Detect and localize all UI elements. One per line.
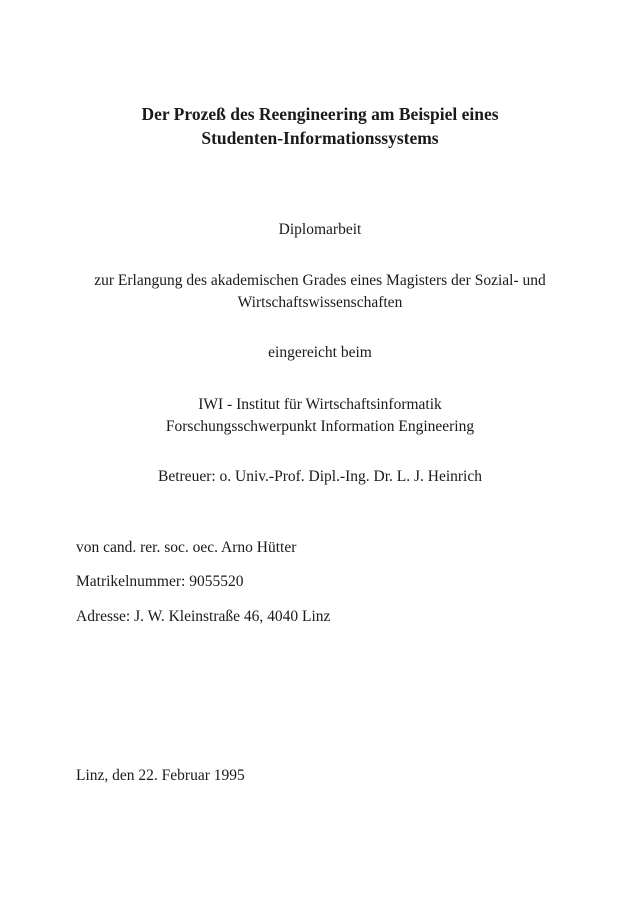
degree-statement-line1: zur Erlangung des akademischen Grades eines Magisters der Sozial- und	[94, 272, 546, 289]
document-title-line1: Der Prozeß des Reengineering am Beispiel eines	[141, 104, 499, 124]
address-line: Adresse: J. W. Kleinstraße 46, 4040 Linz	[76, 608, 331, 625]
document-type-label: Diplomarbeit	[278, 221, 362, 238]
supervisor-line: Betreuer: o. Univ.-Prof. Dipl.-Ing. Dr. L. J. Heinrich	[158, 468, 482, 485]
submitted-label: eingereicht beim	[268, 344, 372, 361]
institute-block	[0, 394, 640, 438]
author-line: von cand. rer. soc. oec. Arno Hütter	[76, 539, 297, 556]
document-title	[0, 102, 640, 150]
degree-statement	[0, 270, 640, 314]
institute-name: IWI - Institut für Wirtschaftsinformatik	[198, 396, 442, 413]
degree-statement-line2: Wirtschaftswissenschaften	[237, 294, 403, 311]
institute-research-focus: Forschungsschwerpunkt Information Engineering	[165, 418, 475, 435]
date-line: Linz, den 22. Februar 1995	[76, 767, 245, 784]
document-title-line2: Studenten-Informationssystems	[201, 128, 439, 148]
matriculation-line: Matrikelnummer: 9055520	[76, 573, 244, 590]
